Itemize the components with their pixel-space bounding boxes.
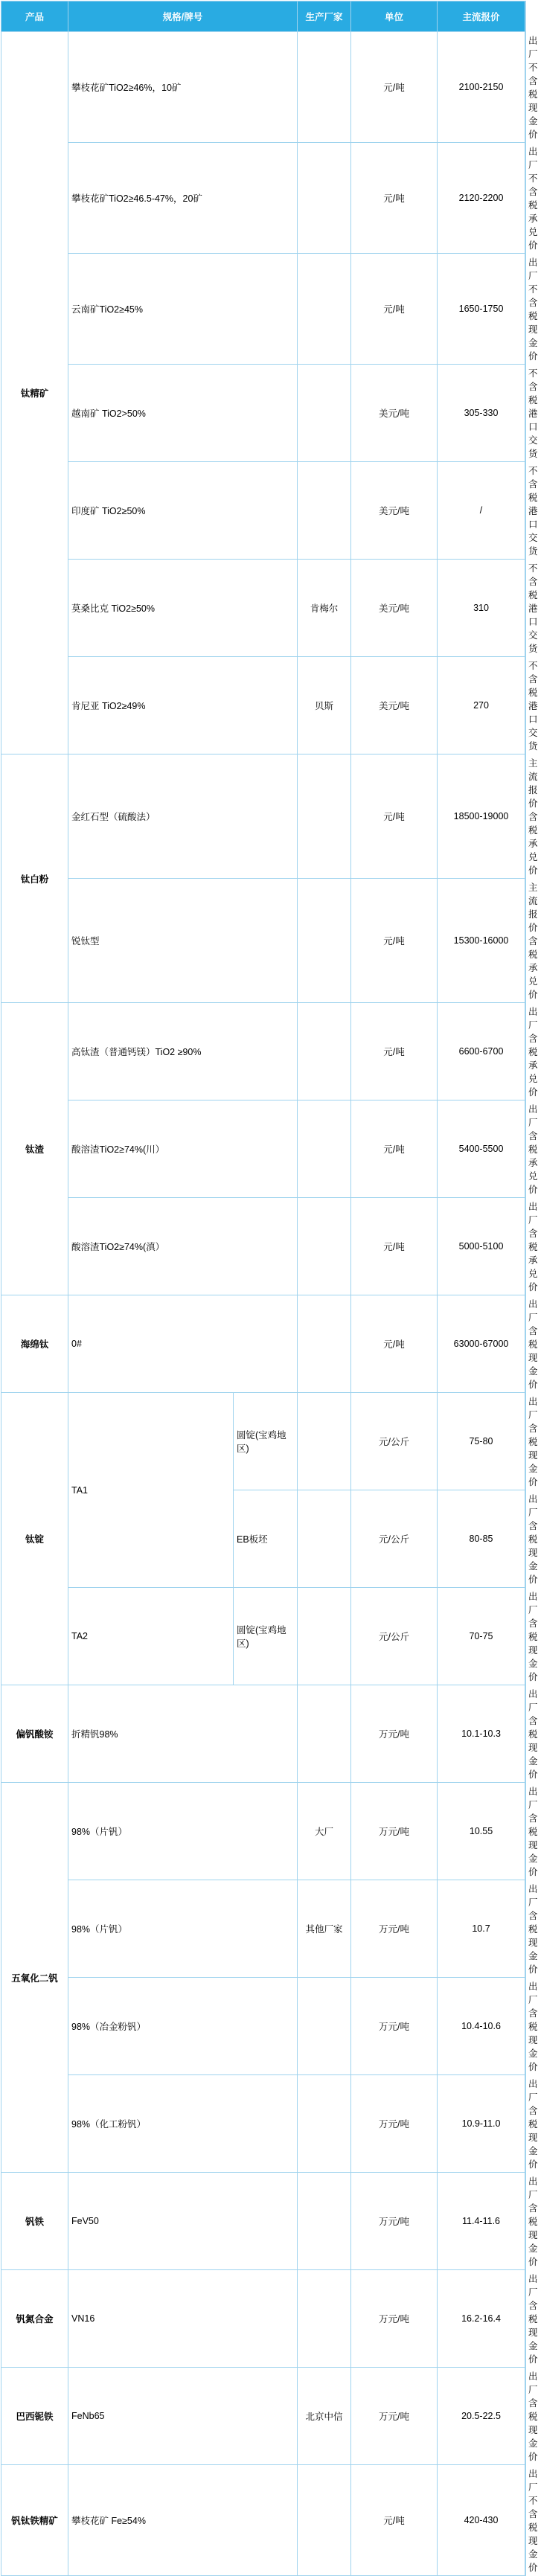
unit-cell: 美元/吨 [351,560,438,657]
table-row [1,2465,526,2576]
note-cell: 出厂含税现金价 [528,1592,538,1682]
category-cell: 钒钛铁精矿 [1,2465,68,2576]
spec-cell: 98%（化工粉钒） [68,2075,298,2173]
header-manufacturer: 生产厂家 [298,1,351,32]
maker-cell [298,879,351,1003]
table-row [1,365,526,462]
note-cell: 出厂含税现金价 [528,1884,538,1975]
spec-cell: EB板坯 [234,1490,298,1588]
table-row [1,879,526,1003]
unit-cell: 元/吨 [351,754,438,879]
unit-cell: 元/吨 [351,254,438,365]
spec-cell: 攀枝花矿TiO2≥46%，10矿 [68,32,298,143]
unit-cell: 元/吨 [351,143,438,254]
grade-cell: TA1 [68,1393,234,1588]
table-row [1,1978,526,2075]
price-cell: 16.2-16.4 [438,2270,525,2368]
spec-cell: 98%（片钒） [68,1783,298,1880]
note-cell: 出厂含税现金价 [528,2079,538,2170]
note-cell: 出厂不含税现金价 [528,257,538,362]
table-row [1,1588,526,1685]
note-cell: 出厂不含税现金价 [528,2469,538,2573]
maker-cell [298,462,351,560]
note-cell: 不含税港口交货 [528,466,538,557]
price-cell: 5400-5500 [438,1100,525,1198]
spec-cell: 印度矿 TiO2≥50% [68,462,298,560]
unit-cell: 万元/吨 [351,2075,438,2173]
note-cell: 出厂含税现金价 [528,2371,538,2462]
note-cell: 出厂含税现金价 [528,2274,538,2365]
spec-cell: 锐钛型 [68,879,298,1003]
table-header [1,1,538,32]
spec-cell: 酸溶渣TiO2≥74%(川） [68,1100,298,1198]
table-row [1,560,526,657]
table-row [1,1880,526,1978]
grade-cell: TA2 [68,1588,234,1685]
price-cell: 2100-2150 [438,32,525,143]
price-cell: 10.7 [438,1880,525,1978]
unit-cell: 美元/吨 [351,657,438,754]
table-row [1,1198,526,1295]
unit-cell: 元/吨 [351,2465,438,2576]
note-cell: 不含税港口交货 [528,661,538,752]
spec-cell: 折精钒98% [68,1685,298,1783]
note-cell: 出厂含税现金价 [528,1299,538,1390]
maker-cell [298,1685,351,1783]
table-row [1,657,526,754]
note-cell: 出厂含税现金价 [528,1494,538,1585]
spec-cell: FeV50 [68,2173,298,2270]
maker-cell: 大厂 [298,1783,351,1880]
header-row [1,1,526,32]
note-cell: 出厂含税现金价 [528,2176,538,2267]
spec-cell: 肯尼亚 TiO2≥49% [68,657,298,754]
note-cell: 不含税港口交货 [528,563,538,654]
note-cell: 出厂含税承兑价 [528,1007,538,1098]
header-remark: 备注 [528,5,538,29]
spec-cell: 攀枝花矿 Fe≥54% [68,2465,298,2576]
unit-cell: 万元/吨 [351,2173,438,2270]
maker-cell: 肯梅尔 [298,560,351,657]
spec-cell: 98%（冶金粉钒） [68,1978,298,2075]
unit-cell: 元/公斤 [351,1393,438,1490]
spec-cell: 金红石型（硫酸法） [68,754,298,879]
unit-cell: 万元/吨 [351,1783,438,1880]
unit-cell: 万元/吨 [351,1685,438,1783]
maker-cell [298,2270,351,2368]
note-cell: 出厂含税现金价 [528,1981,538,2072]
price-cell: 2120-2200 [438,143,525,254]
category-cell: 海绵钛 [1,1295,68,1393]
table-row [1,1783,526,1880]
unit-cell: 元/吨 [351,1100,438,1198]
maker-cell: 北京中信 [298,2368,351,2465]
price-cell: 310 [438,560,525,657]
unit-cell: 元/公斤 [351,1490,438,1588]
price-cell: 11.4-11.6 [438,2173,525,2270]
price-cell: / [438,462,525,560]
unit-cell: 万元/吨 [351,2368,438,2465]
unit-cell: 元/公斤 [351,1588,438,1685]
maker-cell [298,1588,351,1685]
category-cell: 钛渣 [1,1003,68,1295]
spec-cell: 0# [68,1295,298,1393]
maker-cell [298,365,351,462]
price-cell: 20.5-22.5 [438,2368,525,2465]
price-cell: 18500-19000 [438,754,525,879]
header-unit: 单位 [351,1,438,32]
maker-cell [298,32,351,143]
table-row [1,462,526,560]
table-row [1,2075,526,2173]
note-cell: 出厂不含税现金价 [528,36,538,140]
table-row [1,1393,526,1490]
price-cell: 10.4-10.6 [438,1978,525,2075]
spec-cell: 高钛渣（普通钙镁）TiO2 ≥90% [68,1003,298,1100]
unit-cell: 元/吨 [351,1003,438,1100]
price-cell: 75-80 [438,1393,525,1490]
maker-cell: 贝斯 [298,657,351,754]
maker-cell [298,254,351,365]
note-cell: 主流报价含税承兑价 [528,882,538,1000]
note-cell: 出厂不含税承兑价 [528,147,538,251]
note-cell: 不含税港口交货 [528,368,538,459]
maker-cell [298,1978,351,2075]
unit-cell: 万元/吨 [351,1880,438,1978]
maker-cell [298,754,351,879]
unit-cell: 万元/吨 [351,2270,438,2368]
price-cell: 70-75 [438,1588,525,1685]
category-cell: 钒氮合金 [1,2270,68,2368]
maker-cell: 其他厂家 [298,1880,351,1978]
spec-cell: 圆锭(宝鸡地区) [234,1588,298,1685]
unit-cell: 元/吨 [351,879,438,1003]
spec-cell: 莫桑比克 TiO2≥50% [68,560,298,657]
table-row [1,1295,526,1393]
spec-cell: 云南矿TiO2≥45% [68,254,298,365]
header-spec: 规格/牌号 [68,1,298,32]
price-cell: 80-85 [438,1490,525,1588]
spec-cell: 98%（片钒） [68,1880,298,1978]
maker-cell [298,1100,351,1198]
maker-cell [298,1393,351,1490]
price-cell: 6600-6700 [438,1003,525,1100]
maker-cell [298,1198,351,1295]
price-cell: 10.55 [438,1783,525,1880]
note-cell: 出厂含税现金价 [528,1787,538,1877]
price-cell: 10.9-11.0 [438,2075,525,2173]
note-cell: 出厂含税现金价 [528,1397,538,1487]
note-cell: 出厂含税承兑价 [528,1202,538,1292]
table-row [1,254,526,365]
spec-cell: 攀枝花矿TiO2≥46.5-47%，20矿 [68,143,298,254]
spec-cell: 酸溶渣TiO2≥74%(滇） [68,1198,298,1295]
price-cell: 1650-1750 [438,254,525,365]
category-cell: 巴西铌铁 [1,2368,68,2465]
maker-cell [298,2173,351,2270]
unit-cell: 元/吨 [351,1198,438,1295]
table-row [1,143,526,254]
category-cell: 钛精矿 [1,32,68,754]
table-row [1,1003,526,1100]
price-cell: 420-430 [438,2465,525,2576]
note-cell: 出厂含税现金价 [528,1689,538,1780]
price-table [1,1,538,2576]
unit-cell: 美元/吨 [351,365,438,462]
price-cell: 5000-5100 [438,1198,525,1295]
unit-cell: 美元/吨 [351,462,438,560]
maker-cell [298,1295,351,1393]
spec-cell: 圆锭(宝鸡地区) [234,1393,298,1490]
price-cell: 10.1-10.3 [438,1685,525,1783]
unit-cell: 元/吨 [351,1295,438,1393]
maker-cell [298,1003,351,1100]
table-row [1,1685,526,1783]
maker-cell [298,143,351,254]
note-cell: 主流报价含税承兑价 [528,758,538,876]
note-cell: 出厂含税承兑价 [528,1104,538,1195]
table-row [1,754,526,879]
price-cell: 15300-16000 [438,879,525,1003]
maker-cell [298,2465,351,2576]
table-row [1,2368,526,2465]
price-cell: 270 [438,657,525,754]
maker-cell [298,1490,351,1588]
unit-cell: 元/吨 [351,32,438,143]
table-row [1,2173,526,2270]
header-product: 产品 [1,1,68,32]
category-cell: 五氧化二钒 [1,1783,68,2173]
unit-cell: 万元/吨 [351,1978,438,2075]
category-cell: 钒铁 [1,2173,68,2270]
spec-cell: 越南矿 TiO2>50% [68,365,298,462]
table-body [1,32,538,2576]
table-row [1,1100,526,1198]
spec-cell: FeNb65 [68,2368,298,2465]
header-price: 主流报价 [438,1,525,32]
price-cell: 305-330 [438,365,525,462]
category-cell: 偏钒酸铵 [1,1685,68,1783]
category-cell: 钛锭 [1,1393,68,1685]
table-row [1,32,526,143]
price-cell: 63000-67000 [438,1295,525,1393]
maker-cell [298,2075,351,2173]
category-cell: 钛白粉 [1,754,68,1003]
spec-cell: VN16 [68,2270,298,2368]
table-row [1,2270,526,2368]
